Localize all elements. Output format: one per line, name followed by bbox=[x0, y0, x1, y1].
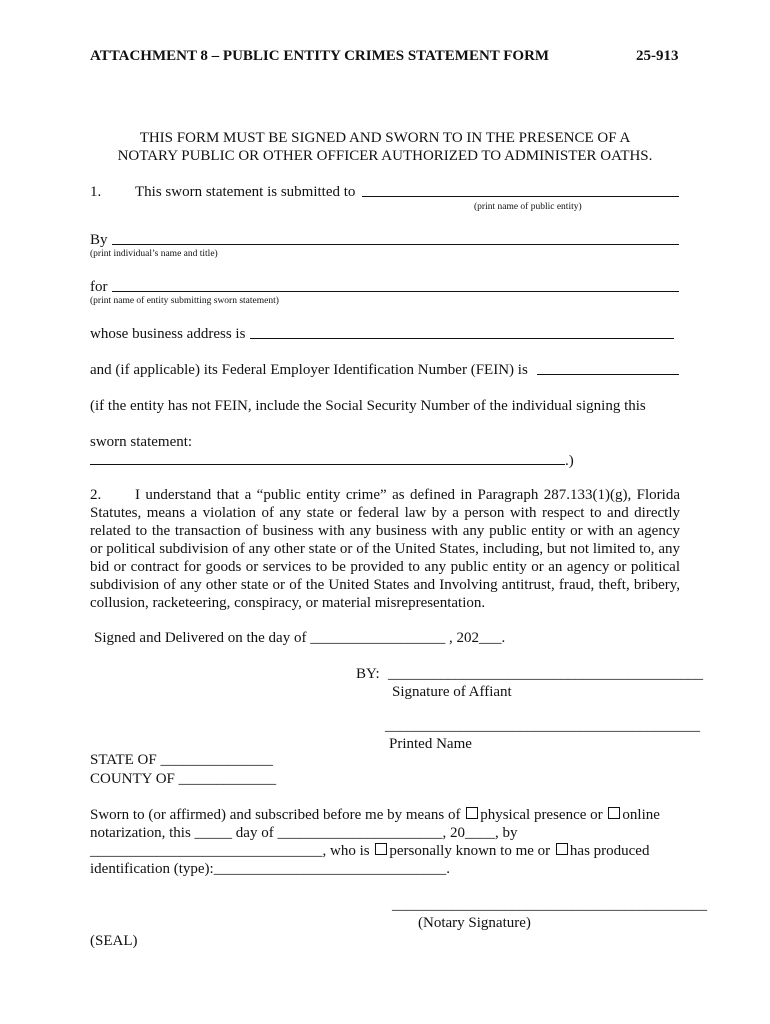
for-label: for bbox=[90, 279, 108, 295]
ssn-close-paren: .) bbox=[565, 453, 574, 469]
online-label: online bbox=[622, 807, 660, 823]
online-checkbox[interactable] bbox=[608, 807, 620, 819]
individual-name-hint: (print individual’s name and title) bbox=[90, 249, 218, 259]
submitted-to-label: This sworn statement is submitted to bbox=[135, 184, 356, 200]
printed-name-label: Printed Name bbox=[389, 736, 472, 752]
section-2-paragraph bbox=[90, 486, 680, 612]
produced-id-checkbox[interactable] bbox=[556, 843, 568, 855]
signed-delivered-line: Signed and Delivered on the day of __________________ , 202___. bbox=[94, 630, 506, 646]
notary-signature-field[interactable]: __________________________________________ bbox=[392, 897, 707, 913]
ssn-note: (if the entity has not FEIN, include the Social Security Number of the individual signing this bbox=[90, 398, 646, 414]
signature-of-affiant-label: Signature of Affiant bbox=[392, 684, 512, 700]
notary-line-2: notarization, this _____ day of ______________________, 20____, by bbox=[90, 825, 518, 841]
physical-presence-checkbox[interactable] bbox=[466, 807, 478, 819]
seal-label: (SEAL) bbox=[90, 933, 138, 949]
printed-name-field[interactable]: __________________________________________ bbox=[385, 718, 700, 734]
individual-name-field[interactable] bbox=[112, 244, 679, 245]
produced-id-label: has produced bbox=[569, 843, 650, 859]
fein-field[interactable] bbox=[537, 374, 679, 375]
business-address-field[interactable] bbox=[250, 338, 674, 339]
notice-line-2: NOTARY PUBLIC OR OTHER OFFICER AUTHORIZED TO ADMINISTER OATHS. bbox=[117, 148, 653, 164]
form-number: 25-913 bbox=[636, 48, 679, 64]
section-1-number: 1. bbox=[90, 184, 102, 200]
public-entity-hint: (print name of public entity) bbox=[474, 202, 582, 212]
physical-presence-label: physical presence or bbox=[480, 807, 603, 823]
county-of-line: COUNTY OF _____________ bbox=[90, 771, 277, 787]
form-title: ATTACHMENT 8 – PUBLIC ENTITY CRIMES STATEMENT FORM bbox=[90, 48, 550, 64]
section-2-number: 2. bbox=[90, 487, 102, 503]
entity-name-hint: (print name of entity submitting sworn statement) bbox=[90, 296, 279, 306]
state-of-line: STATE OF _______________ bbox=[90, 752, 273, 768]
entity-name-field[interactable] bbox=[112, 291, 679, 292]
sworn-statement-label: sworn statement: bbox=[90, 434, 193, 450]
sworn-to-text: Sworn to (or affirmed) and subscribed before me by means of bbox=[90, 807, 461, 823]
notice-line-1: THIS FORM MUST BE SIGNED AND SWORN TO IN THE PRESENCE OF A bbox=[139, 130, 631, 146]
personally-known-checkbox[interactable] bbox=[375, 843, 387, 855]
identification-type-line: identification (type):_______________________________. bbox=[90, 861, 450, 877]
affiant-by-label: BY: bbox=[356, 666, 380, 682]
by-label: By bbox=[90, 232, 108, 248]
business-address-label: whose business address is bbox=[90, 326, 246, 342]
notary-line-3 bbox=[90, 842, 649, 860]
ssn-field[interactable] bbox=[90, 464, 565, 465]
notary-signature-label: (Notary Signature) bbox=[418, 915, 531, 931]
personally-known-label: personally known to me or bbox=[389, 843, 551, 859]
fein-label: and (if applicable) its Federal Employer Identification Number (FEIN) is bbox=[90, 362, 528, 378]
affiant-name-blank: _______________________________, who is bbox=[90, 843, 370, 859]
public-entity-field[interactable] bbox=[362, 196, 679, 197]
notary-line-1 bbox=[90, 806, 660, 824]
section-2-text: I understand that a “public entity crime” as defined in Paragraph 287.133(1)(g), Florida Statutes, means a violation of any state or federal law by a person with respect to and directly related to the transaction of business with any business with any public entity or with an agency or political subdivision of any other state or of the United States, including, but not limited to, any bid or contract for goods or services to be provided to any public entity or an agency or political subdivision of any other state or of the United States and Involving antitrust, fraud, theft, bribery, collusion, racketeering, conspiracy, or material misrepresentation. bbox=[90, 487, 680, 611]
affiant-signature-field[interactable]: __________________________________________ bbox=[388, 666, 703, 682]
